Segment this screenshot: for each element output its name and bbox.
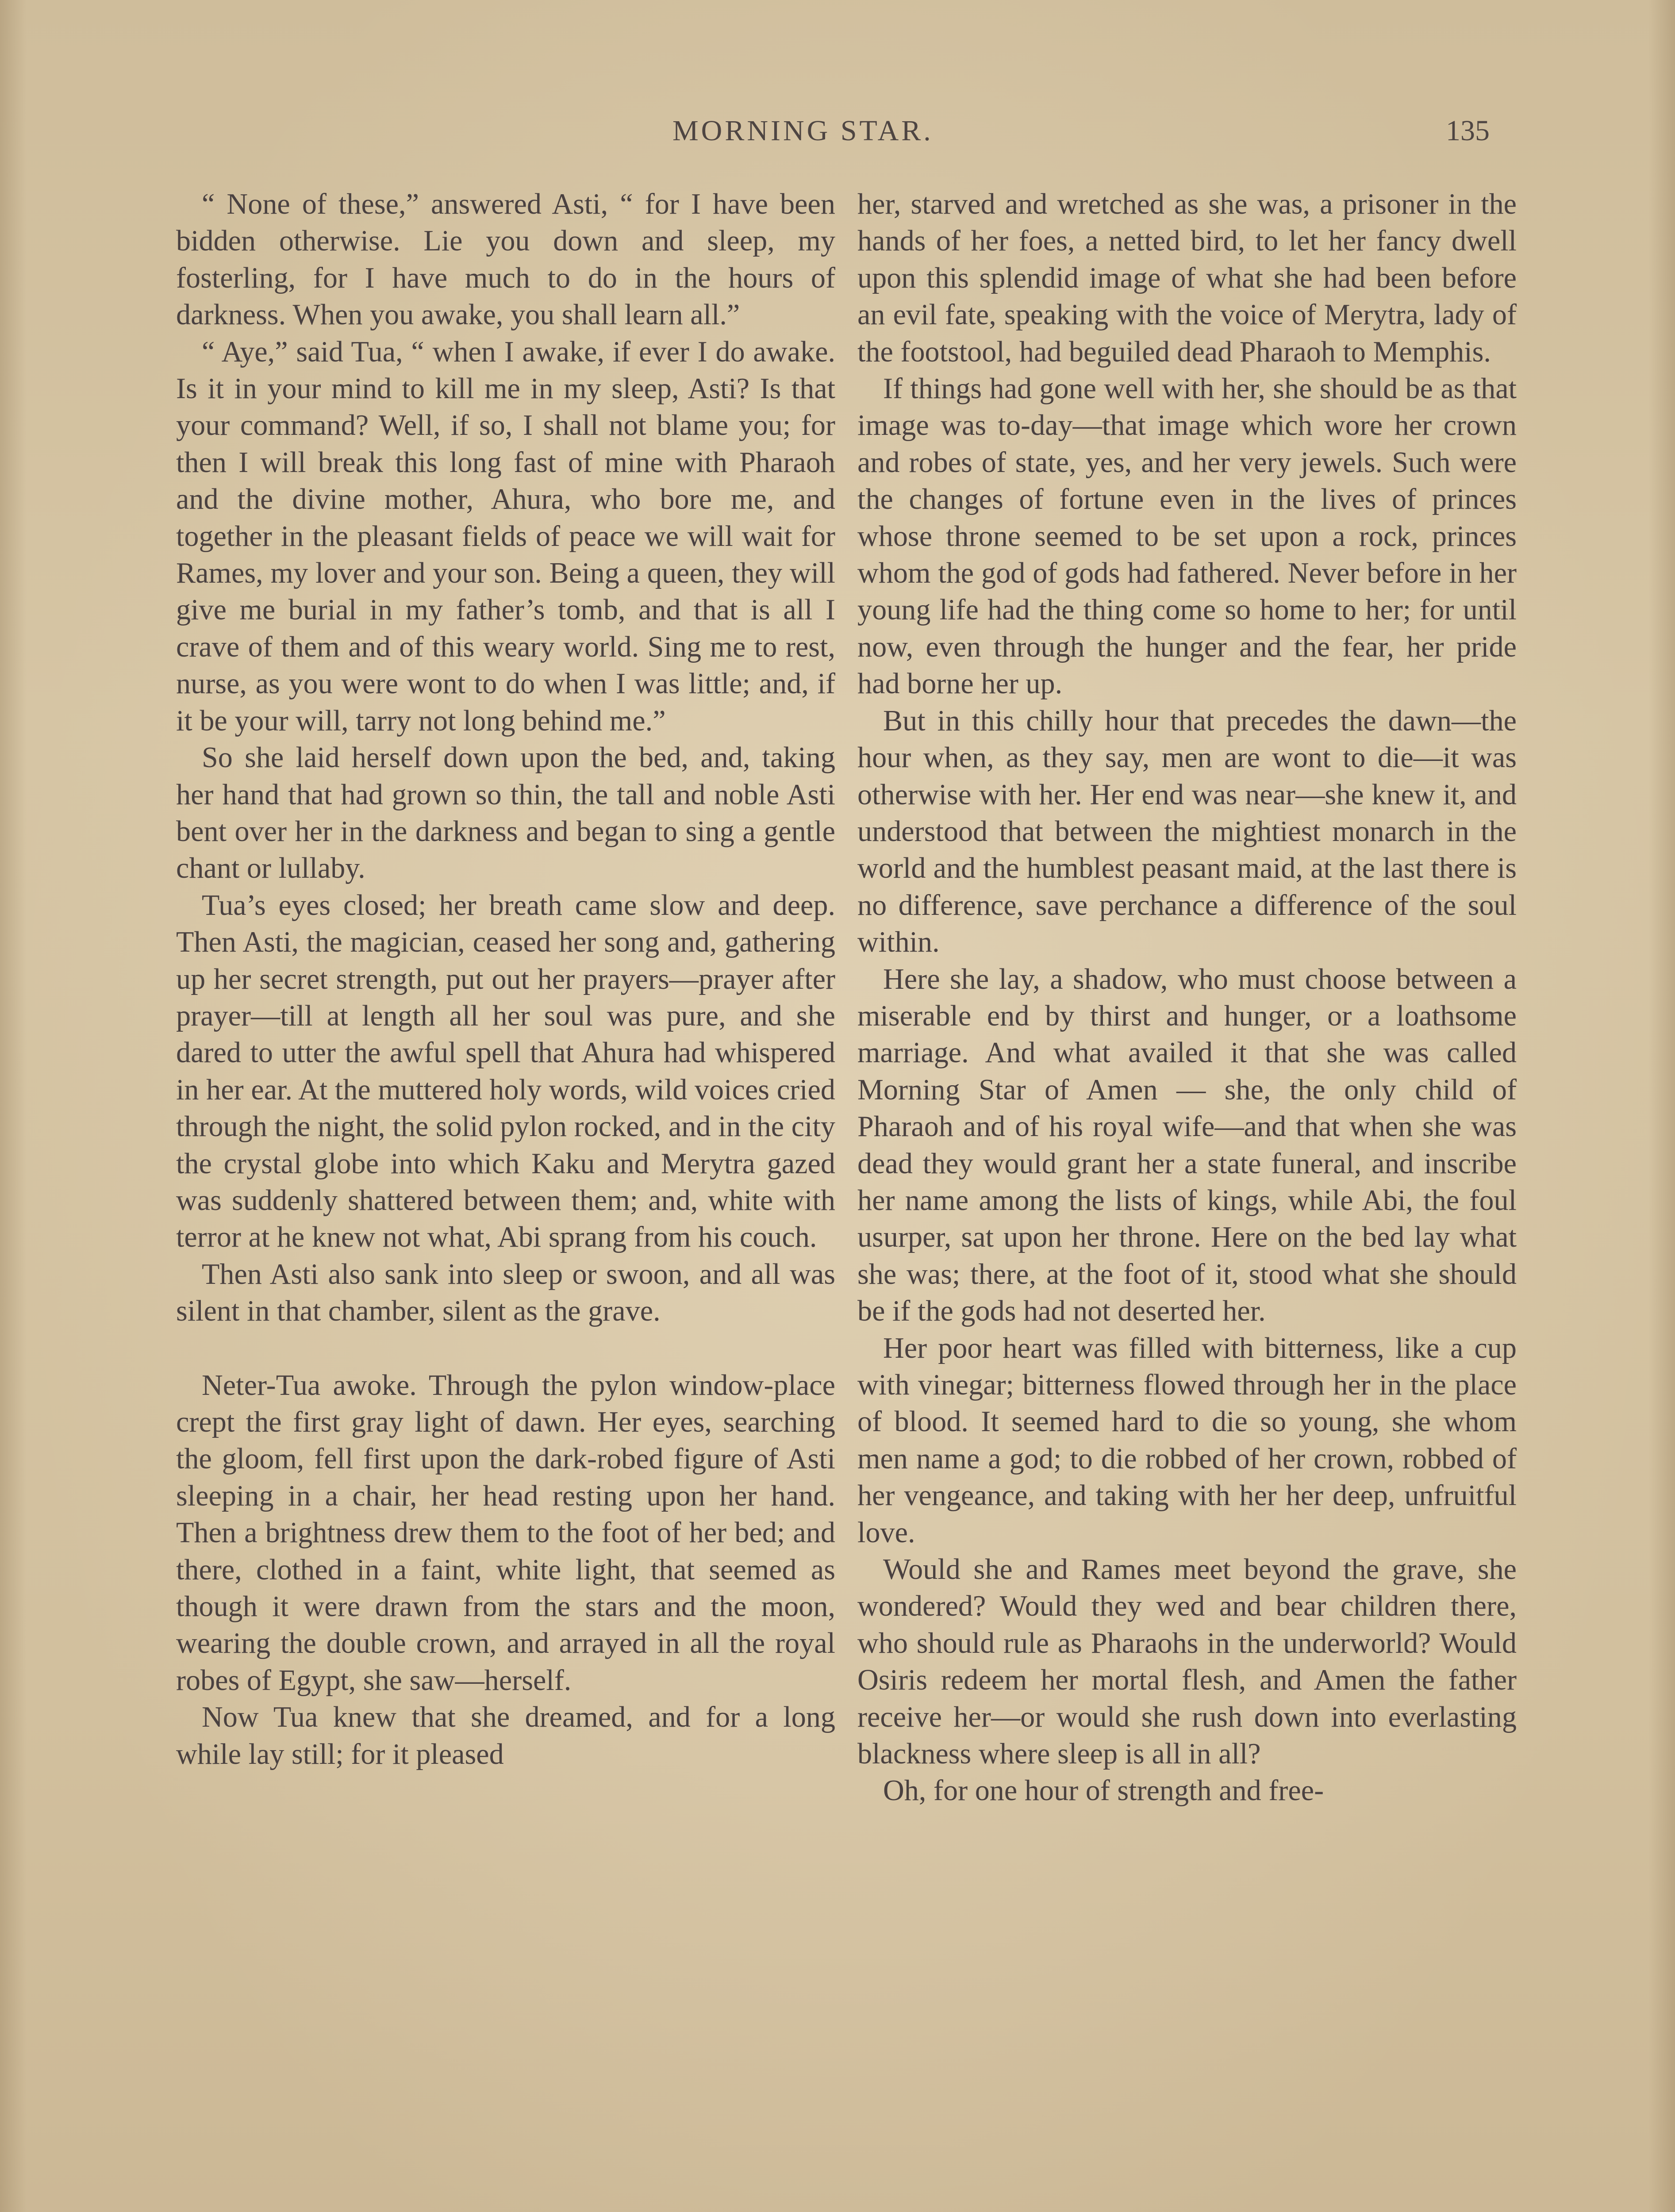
paragraph: “ None of these,” answered Asti, “ for I have been bidden otherwise. Lie you down and sleep, my fosterling, for I have much to do in the hours of darkness. When you awake, you shall learn all.” — [176, 188, 835, 331]
paragraph: “ Aye,” said Tua, “ when I awake, if ever I do awake. Is it in your mind to kill me in my sleep, Asti? Is that your command? Well, if so, I shall not blame you; for then I will break this long fast of mine with Pharaoh and the divine mother, Ahura, who bore me, and together in the pleasant fields of peace we will wait for Rames, my lover and your son. Being a queen, they will give me burial in my father’s tomb, and that is all I crave of them and of this weary world. Sing me to rest, nurse, as you were wont to do when I was little; and, if it be your will, tarry not long behind me.” — [176, 335, 835, 737]
paragraph: her, starved and wretched as she was, a prisoner in the hands of her foes, a netted bird, to let her fancy dwell upon this splendid image of what she had been before an evil fate, speaking with the voice of Merytra, lady of the footstool, had beguiled dead Pharaoh to Memphis. — [857, 188, 1517, 368]
paragraph: Neter-Tua awoke. Through the pylon window-place crept the first gray light of dawn. Her eyes, searching the gloom, fell first upon the dark-robed figure of Asti sleeping in a chair, her head resting upon her hand. Then a brightness drew them to the foot of her bed; and there, clothed in a faint, white light, that seemed as though it were drawn from the stars and the moon, wearing the double crown, and arrayed in all the royal robes of Egypt, she saw—herself. — [176, 1369, 835, 1697]
paragraph: But in this chilly hour that precedes the dawn—the hour when, as they say, men are wont to die—it was otherwise with her. Her end was near—she knew it, and understood that between the mightiest monarch in the world and the humblest peasant maid, at the last there is no difference, save perchance a difference of the soul within. — [857, 704, 1517, 959]
section-break — [176, 1330, 835, 1367]
text-column-left — [176, 186, 835, 1773]
paragraph: Oh, for one hour of strength and free- — [883, 1774, 1324, 1807]
page-edge-shadow-right — [1648, 0, 1675, 2212]
paragraph: Then Asti also sank into sleep or swoon, and all was silent in that chamber, silent as the grave. — [176, 1258, 835, 1328]
paragraph: So she laid herself down upon the bed, and, taking her hand that had grown so thin, the tall and noble Asti bent over her in the darkness and began to sing a gentle chant or lullaby. — [176, 741, 835, 885]
paragraph: Now Tua knew that she dreamed, and for a long while lay still; for it pleased — [176, 1701, 835, 1770]
text-column-right — [857, 186, 1517, 1809]
page-number: 135 — [1446, 115, 1490, 147]
paragraph: Here she lay, a shadow, who must choose between a miserable end by thirst and hunger, or a loathsome marriage. And what availed it that she was called Morning Star of Amen — she, the only child of Pharaoh and of his royal wife—and that when she was dead they would grant her a state funeral, and inscribe her name among the lists of kings, while Abi, the foul usurper, sat upon her throne. Here on the bed lay what she was; there, at the foot of it, stood what she should be if the gods had not deserted her. — [857, 963, 1517, 1328]
running-title: MORNING STAR. — [672, 115, 934, 147]
paragraph: Tua’s eyes closed; her breath came slow and deep. Then Asti, the magician, ceased her song and, gathering up her secret strength, put out her prayers—prayer after prayer—till at length all her soul was pure, and she dared to utter the awful spell that Ahura had whispered in her ear. At the muttered holy words, wild voices cried through the night, the solid pylon rocked, and in the city the crystal globe into which Kaku and Merytra gazed was suddenly shattered between them; and, white with terror at he knew not what, Abi sprang from his couch. — [176, 889, 835, 1254]
paragraph: If things had gone well with her, she should be as that image was to-day—that image which wore her crown and robes of state, yes, and her very jewels. Such were the changes of fortune even in the lives of princes whose throne seemed to be set upon a rock, princes whom the god of gods had fathered. Never before in her young life had the thing come so home to her; for until now, even through the hunger and the fear, her pride had borne her up. — [857, 373, 1517, 700]
page-edge-shadow-left — [0, 0, 27, 2212]
paragraph: Her poor heart was filled with bitterness, like a cup with vinegar; bitterness flowed through her in the place of blood. It seemed hard to die so young, she whom men name a god; to die robbed of her crown, robbed of her vengeance, and taking with her her deep, unfruitful love. — [857, 1332, 1517, 1549]
paragraph: Would she and Rames meet beyond the grave, she wondered? Would they wed and bear children there, who should rule as Pharaohs in the underworld? Would Osiris redeem her mortal flesh, and Amen the father receive her—or would she rush down into everlasting blackness where sleep is all in all? — [857, 1553, 1517, 1770]
